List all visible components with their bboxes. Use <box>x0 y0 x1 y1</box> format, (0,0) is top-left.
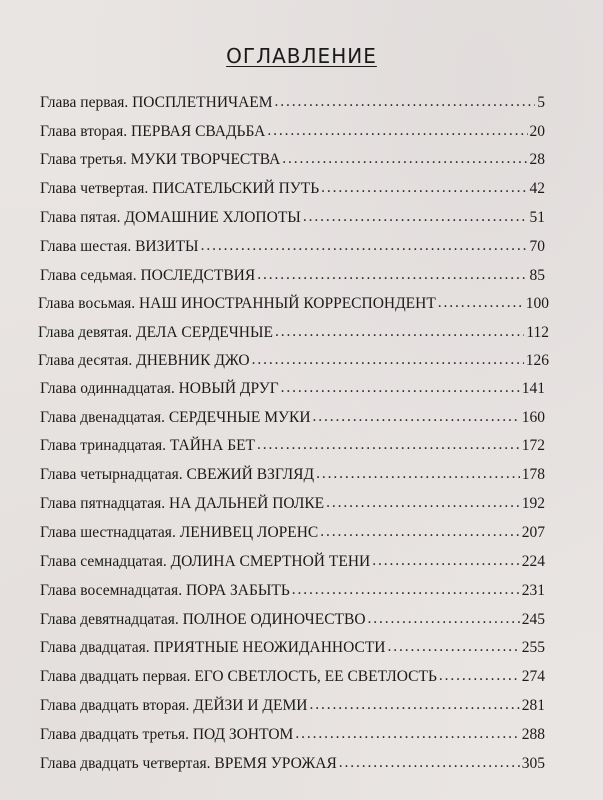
dot-leader <box>309 696 519 714</box>
toc-row <box>40 409 545 433</box>
bleed-through-text <box>0 0 603 50</box>
page-number: 288 <box>521 726 545 743</box>
page-title: ОГЛАВЛЕНИЕ <box>226 44 377 68</box>
toc-row <box>40 151 545 175</box>
chapter-title: Глава восемнадцатая. ПОРА ЗАБЫТЬ <box>40 582 290 599</box>
page-number: 255 <box>521 639 545 656</box>
page-number: 305 <box>521 755 545 772</box>
dot-leader <box>267 122 527 140</box>
dot-leader <box>339 754 520 772</box>
chapter-title: Глава вторая. ПЕРВАЯ СВАДЬБА <box>40 123 266 140</box>
dot-leader <box>252 351 524 369</box>
chapter-title: Глава четвертая. ПИСАТЕЛЬСКИЙ ПУТЬ <box>40 180 320 197</box>
chapter-title: Глава шестая. ВИЗИТЫ <box>40 238 199 255</box>
chapter-title: Глава семнадцатая. ДОЛИНА СМЕРТНОЙ ТЕНИ <box>40 553 371 570</box>
page-number: 207 <box>521 524 545 541</box>
page-number: 42 <box>529 180 545 197</box>
dot-leader <box>275 93 536 111</box>
chapter-title: Глава одиннадцатая. НОВЫЙ ДРУГ <box>40 380 279 397</box>
chapter-title: Глава первая. ПОСПЛЕТНИЧАЕМ <box>40 94 273 111</box>
page-number: 112 <box>526 324 549 341</box>
chapter-title: Глава седьмая. ПОСЛЕДСТВИЯ <box>40 267 256 284</box>
dot-leader <box>316 465 520 483</box>
chapter-title: Глава двенадцатая. СЕРДЕЧНЫЕ МУКИ <box>40 409 311 426</box>
chapter-title: Глава пятнадцатая. НА ДАЛЬНЕЙ ПОЛКЕ <box>40 495 325 512</box>
chapter-title: Глава четырнадцатая. СВЕЖИЙ ВЗГЛЯД <box>40 466 315 483</box>
chapter-title: Глава двадцатая. ПРИЯТНЫЕ НЕОЖИДАННОСТИ <box>40 639 386 656</box>
dot-leader <box>201 237 528 255</box>
dot-leader <box>321 179 527 197</box>
chapter-title: Глава третья. МУКИ ТВОРЧЕСТВА <box>40 151 281 168</box>
page-number: 245 <box>521 611 545 628</box>
dot-leader <box>326 494 520 512</box>
chapter-title: Глава двадцать четвертая. ВРЕМЯ УРОЖАЯ <box>40 755 337 772</box>
toc-row <box>40 697 545 721</box>
page-number: 28 <box>529 151 545 168</box>
dot-leader <box>320 523 519 541</box>
page-number: 141 <box>521 380 545 397</box>
dot-leader <box>439 667 520 685</box>
chapter-title: Глава пятая. ДОМАШНИЕ ХЛОПОТЫ <box>40 209 301 226</box>
dot-leader <box>368 610 520 628</box>
toc-row <box>40 180 545 204</box>
toc-row <box>40 238 545 262</box>
dot-leader <box>295 725 519 743</box>
page-number: 172 <box>521 437 545 454</box>
toc-row <box>38 295 549 319</box>
page-number: 51 <box>529 209 545 226</box>
chapter-title: Глава восьмая. НАШ ИНОСТРАННЫЙ КОРРЕСПОНДЕНТ <box>38 295 436 312</box>
toc-row <box>40 267 545 291</box>
toc-row <box>40 123 545 147</box>
chapter-title: Глава десятая. ДНЕВНИК ДЖО <box>38 352 250 369</box>
toc-row <box>40 437 545 461</box>
page-number: 192 <box>521 495 545 512</box>
page-number: 126 <box>525 352 549 369</box>
page-number: 70 <box>529 238 545 255</box>
toc-row <box>40 755 545 779</box>
dot-leader <box>257 266 527 284</box>
toc-row <box>38 324 549 348</box>
chapter-title: Глава девятая. ДЕЛА СЕРДЕЧНЫЕ <box>38 324 273 341</box>
dot-leader <box>275 323 524 341</box>
chapter-title: Глава девятнадцатая. ПОЛНОЕ ОДИНОЧЕСТВО <box>40 611 366 628</box>
dot-leader <box>282 150 527 168</box>
page-number: 231 <box>521 582 545 599</box>
chapter-title: Глава двадцать вторая. ДЕЙЗИ И ДЕМИ <box>40 697 308 714</box>
page-number: 20 <box>529 123 545 140</box>
dot-leader <box>313 408 520 426</box>
dot-leader <box>281 379 520 397</box>
toc-row <box>40 611 545 635</box>
toc-row <box>40 466 545 490</box>
toc-row <box>40 582 545 606</box>
dot-leader <box>438 294 524 312</box>
dot-leader <box>303 208 528 226</box>
chapter-title: Глава двадцать первая. ЕГО СВЕТЛОСТЬ, ЕЕ СВЕТЛОСТЬ <box>40 668 437 685</box>
page-number: 160 <box>521 409 545 426</box>
dot-leader <box>372 552 520 570</box>
page-number: 5 <box>537 94 545 111</box>
toc-row <box>40 553 545 577</box>
toc-row <box>38 352 549 376</box>
toc-row <box>40 495 545 519</box>
chapter-title: Глава двадцать третья. ПОД ЗОНТОМ <box>40 726 294 743</box>
toc-row <box>40 524 545 548</box>
toc-row <box>40 94 545 118</box>
page-number: 178 <box>521 466 545 483</box>
page-number: 281 <box>521 697 545 714</box>
toc-row <box>40 639 545 663</box>
page-number: 274 <box>521 668 545 685</box>
dot-leader <box>257 436 520 454</box>
chapter-title: Глава шестнадцатая. ЛЕНИВЕЦ ЛОРЕНС <box>40 524 319 541</box>
page-number: 85 <box>529 267 545 284</box>
chapter-title: Глава тринадцатая. ТАЙНА БЕТ <box>40 437 256 454</box>
page-number: 224 <box>521 553 545 570</box>
dot-leader <box>292 581 520 599</box>
toc-row <box>40 380 545 404</box>
page-number: 100 <box>525 295 549 312</box>
dot-leader <box>388 638 520 656</box>
toc-row <box>40 209 545 233</box>
toc-row <box>40 668 545 692</box>
toc-row <box>40 726 545 750</box>
